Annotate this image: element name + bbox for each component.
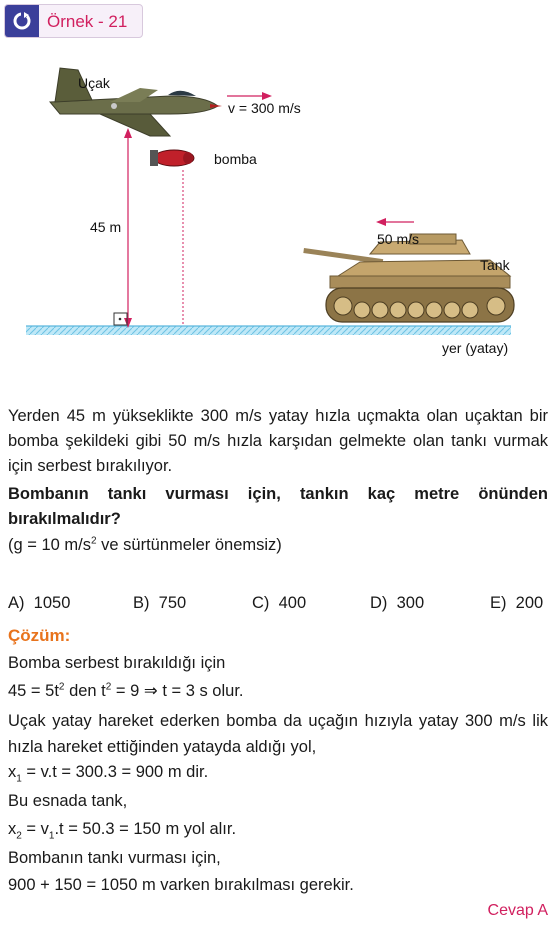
refresh-icon (5, 5, 39, 37)
tank-drawing (303, 234, 514, 322)
option-e[interactable]: E) 200 (490, 594, 544, 612)
tank-label: Tank (480, 257, 510, 273)
solution-line-4: $x_1 = v.t = 300.3 = 900$ m dir. (8, 763, 209, 785)
problem-figure (0, 40, 556, 370)
height-label: 45 m (90, 219, 122, 235)
question-paragraph: Yerden 45 m yükseklikte 300 m/s yatay hızla uçmakta olan uçaktan bir bomba şekildeki gibi 50 m/s hızla karşıdan gelmekte olan tankı vurmak için serbest bırakılıyor. (8, 407, 548, 475)
example-tag (4, 4, 143, 38)
solution-line-5: Bu esnada tank, (8, 792, 128, 810)
solution-line-2: $45 = 5t^2$ den $t^2 = 9$ ⇒ t = 3 s olur. (8, 681, 244, 700)
answer-label: Cevap A (487, 902, 548, 919)
example-title: Örnek - 21 (47, 12, 128, 31)
option-a[interactable]: A) 1050 (8, 594, 71, 612)
option-c[interactable]: C) 400 (252, 594, 307, 612)
velocity-label: v = 300 m/s (228, 100, 301, 116)
bomb-label: bomba (214, 151, 257, 167)
question-prompt: Bombanın tankı vurması için, tankın kaç metre önünden bırakılmalıdır? (8, 485, 548, 528)
solution-line-3: Uçak yatay hareket ederken bomba da uçağın hızıyla yatay 300 m/s lik hızla hareket ettiğinden yatayda aldığı yol, (8, 712, 548, 756)
solution-title: Çözüm: (8, 626, 71, 645)
ground-label: yer (yatay) (442, 340, 509, 356)
tank-speed-label: 50 m/s (377, 231, 420, 247)
ground-surface (26, 326, 511, 335)
solution-line-6: $x_2 = v_1.t = 50.3 = 150$ m yol alır. (8, 820, 237, 842)
solution-line-8: 900 + 150 = 1050 m varken bırakılması gerekir. (8, 876, 354, 894)
option-d[interactable]: D) 300 (370, 594, 425, 612)
solution-line-7: Bombanın tankı vurması için, (8, 849, 221, 867)
question-note: (g = 10 $m/s^2$ ve sürtünmeler önemsiz) (8, 535, 282, 554)
bomb-drawing (150, 150, 194, 166)
solution-line-1: Bomba serbest bırakıldığı için (8, 654, 226, 672)
option-b[interactable]: B) 750 (133, 594, 187, 612)
airplane-drawing (50, 68, 222, 136)
plane-label: Uçak (78, 75, 110, 91)
